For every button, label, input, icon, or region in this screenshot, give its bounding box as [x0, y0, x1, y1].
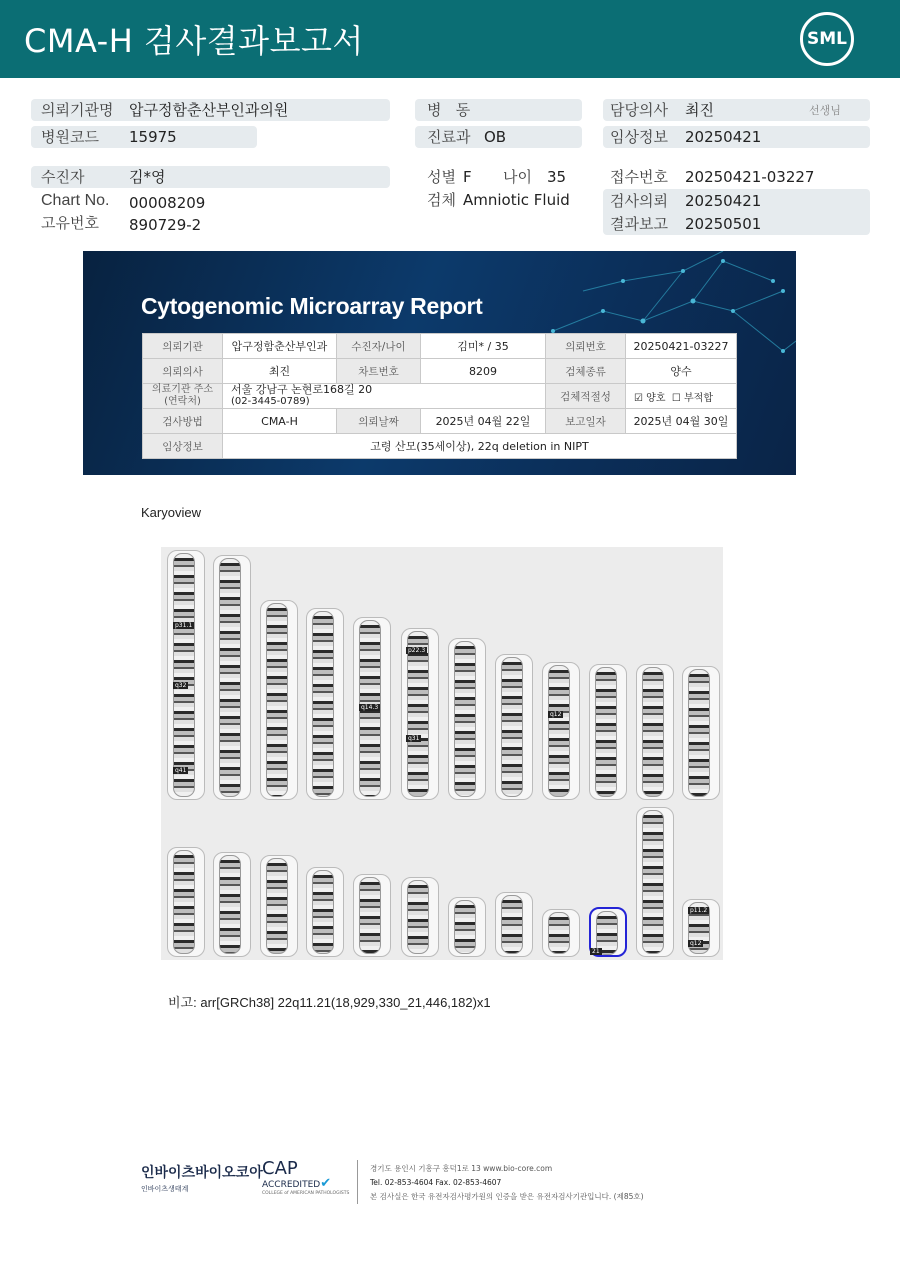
table-header: 보고일자 — [546, 409, 626, 434]
chromosome-frame — [167, 550, 205, 800]
doctor-value: 최진 — [685, 101, 714, 119]
result-report-value: 20250501 — [685, 215, 762, 233]
checked-checkbox-icon: ☑ — [634, 392, 643, 404]
chromosome-ideogram — [454, 900, 476, 954]
footer-cert: 본 검사실은 한국 유전자검사평가원의 인증을 받은 유전자검사기관입니다. (제85호) — [370, 1192, 644, 1201]
chromosome-ideogram — [688, 669, 710, 797]
option-unsuitable: 부적합 — [684, 392, 713, 404]
chromosome-ideogram — [219, 558, 241, 797]
chromosome-frame — [636, 664, 674, 800]
table-header: 의뢰날짜 — [337, 409, 421, 434]
clinical-info-value: 20250421 — [685, 128, 762, 146]
table-header: 검체적절성 — [546, 384, 626, 409]
chromosome-frame — [260, 855, 298, 957]
unique-id-value: 890729-2 — [129, 216, 202, 234]
table-header: 의뢰기관 — [143, 334, 223, 359]
chromosome-ideogram — [266, 858, 288, 954]
address-text: 서울 강남구 논현로168길 20 — [231, 383, 373, 396]
footer-address: 경기도 용인시 기흥구 흥덕1로 13 www.bio-core.com — [370, 1164, 553, 1173]
band-label: q12 — [690, 940, 702, 947]
chromosome-ideogram — [173, 553, 195, 797]
chromosome-frame — [542, 909, 580, 957]
chromosome-frame — [401, 877, 439, 957]
band-label: p22.3 — [408, 647, 426, 654]
table-cell: 압구정함춘산부인과 — [223, 334, 337, 359]
band-label: p31.1 — [175, 622, 193, 629]
band-label: q31 — [408, 735, 420, 742]
receipt-no-value: 20250421-03227 — [685, 168, 815, 186]
table-header: 의뢰의사 — [143, 359, 223, 384]
band-label: q32 — [175, 682, 187, 689]
chromosome-ideogram — [173, 850, 195, 954]
table-cell: 2025년 04월 22일 — [421, 409, 546, 434]
chromosome-frame — [495, 892, 533, 957]
clinical-info-label: 임상정보 — [610, 128, 668, 146]
referral-institution-value: 압구정함춘산부인과의원 — [129, 101, 289, 119]
table-header: 임상정보 — [143, 434, 223, 459]
remark-label: 비고: — [168, 995, 197, 1010]
table-cell: 최진 — [223, 359, 337, 384]
doctor-suffix: 선생님 — [809, 104, 841, 117]
info-bar — [31, 166, 390, 188]
remark-text: arr[GRCh38] 22q11.21(18,929,330_21,446,182)x1 — [200, 995, 491, 1010]
doctor-label: 담당의사 — [610, 101, 668, 119]
chromosome-ideogram — [312, 870, 334, 954]
chromosome-ideogram — [454, 641, 476, 797]
table-cell: 20250421-03227 — [626, 334, 737, 359]
specimen-label: 검체 — [427, 191, 456, 209]
chromosome-ideogram — [312, 611, 334, 797]
band-label: q41 — [175, 767, 187, 774]
karyoview-panel — [161, 547, 723, 960]
table-cell: 고령 산모(35세이상), 22q deletion in NIPT — [223, 434, 737, 459]
band-label: 21 — [592, 948, 600, 955]
table-header: 검체종류 — [546, 359, 626, 384]
table-cell: 2025년 04월 30일 — [626, 409, 737, 434]
test-request-label: 검사의뢰 — [610, 192, 668, 210]
patient-value: 김*영 — [129, 168, 166, 186]
chromosome-frame — [495, 654, 533, 800]
sex-value: F — [463, 168, 472, 186]
chromosome-ideogram — [548, 912, 570, 954]
cytogenomic-report-banner — [83, 251, 796, 475]
chromosome-frame — [589, 664, 627, 800]
chromosome-frame — [448, 638, 486, 800]
footer-divider — [357, 1160, 358, 1204]
referral-institution-label: 의뢰기관명 — [41, 101, 114, 119]
hospital-code-label: 병원코드 — [41, 128, 99, 146]
cap-accredited: ACCREDITED✔ — [262, 1176, 332, 1191]
chromosome-ideogram — [642, 810, 664, 954]
table-cell — [223, 384, 546, 409]
footer-tel: Tel. 02-853-4604 Fax. 02-853-4607 — [370, 1178, 502, 1187]
table-cell: 김미* / 35 — [421, 334, 546, 359]
table-header: 검사방법 — [143, 409, 223, 434]
ward-label: 병 동 — [427, 101, 471, 119]
chromosome-ideogram — [219, 855, 241, 954]
table-cell: CMA-H — [223, 409, 337, 434]
chromosome-frame — [213, 555, 251, 800]
department-label: 진료과 — [427, 128, 471, 146]
report-header — [0, 0, 900, 78]
chromosome-ideogram — [266, 603, 288, 797]
specimen-value: Amniotic Fluid — [463, 191, 570, 209]
chromosome-frame — [260, 600, 298, 800]
cap-logo — [262, 1160, 349, 1196]
chromosome-ideogram — [501, 895, 523, 954]
sex-label: 성별 — [427, 168, 456, 186]
age-label: 나이 — [503, 168, 532, 186]
chromosome-frame — [306, 608, 344, 800]
result-report-label: 결과보고 — [610, 215, 668, 233]
chromosome-ideogram — [501, 657, 523, 797]
karyoview-label: Karyoview — [141, 505, 201, 520]
patient-label: 수진자 — [41, 168, 85, 186]
cap-text: CAP — [262, 1158, 298, 1179]
band-label: p11.2 — [690, 907, 708, 914]
remark — [168, 992, 491, 1011]
age-value: 35 — [547, 168, 567, 186]
chromosome-ideogram — [407, 880, 429, 954]
hospital-code-value: 15975 — [129, 128, 177, 146]
table-cell: 양수 — [626, 359, 737, 384]
phone-text: (02-3445-0789) — [231, 396, 310, 407]
chromosome-ideogram — [548, 665, 570, 797]
chromosome-frame — [353, 874, 391, 957]
chromosome-frame — [542, 662, 580, 800]
unchecked-checkbox-icon: ☐ — [671, 392, 681, 404]
chromosome-frame — [636, 807, 674, 957]
company-sub: 인바이츠생태계 — [141, 1185, 189, 1193]
chromosome-frame — [213, 852, 251, 957]
test-request-value: 20250421 — [685, 192, 762, 210]
band-label: q14.3 — [361, 704, 379, 711]
chart-no-label: Chart No. — [41, 192, 110, 209]
footer-company — [141, 1162, 263, 1194]
checkmark-icon: ✔ — [320, 1176, 332, 1191]
chromosome-ideogram — [595, 667, 617, 797]
option-good: 양호 — [646, 392, 666, 404]
company-name: 인바이츠바이오코아 — [141, 1165, 263, 1181]
chart-no-value: 00008209 — [129, 194, 206, 212]
report-title: Cytogenomic Microarray Report — [141, 293, 483, 319]
cap-org: COLLEGE of AMERICAN PATHOLOGISTS — [262, 1191, 350, 1196]
sml-logo: SML — [800, 12, 854, 66]
table-header: 수진자/나이 — [337, 334, 421, 359]
chromosome-ideogram — [642, 667, 664, 797]
table-header: 의료기관 주소 (연락처) — [143, 384, 223, 409]
chromosome-ideogram — [359, 877, 381, 954]
chromosome-frame — [167, 847, 205, 957]
page-title: CMA-H 검사결과보고서 — [24, 22, 364, 60]
department-value: OB — [484, 128, 507, 146]
receipt-no-label: 접수번호 — [610, 168, 668, 186]
chromosome-frame — [448, 897, 486, 957]
chromosome-ideogram — [407, 631, 429, 797]
chromosome-frame — [306, 867, 344, 957]
table-header: 의뢰번호 — [546, 334, 626, 359]
band-label: q12 — [550, 711, 562, 718]
unique-id-label: 고유번호 — [41, 214, 99, 232]
table-cell: 8209 — [421, 359, 546, 384]
table-header: 차트번호 — [337, 359, 421, 384]
report-info-table — [142, 333, 737, 459]
chromosome-frame — [682, 666, 720, 800]
table-cell — [626, 384, 737, 409]
footer-contact — [370, 1162, 644, 1204]
